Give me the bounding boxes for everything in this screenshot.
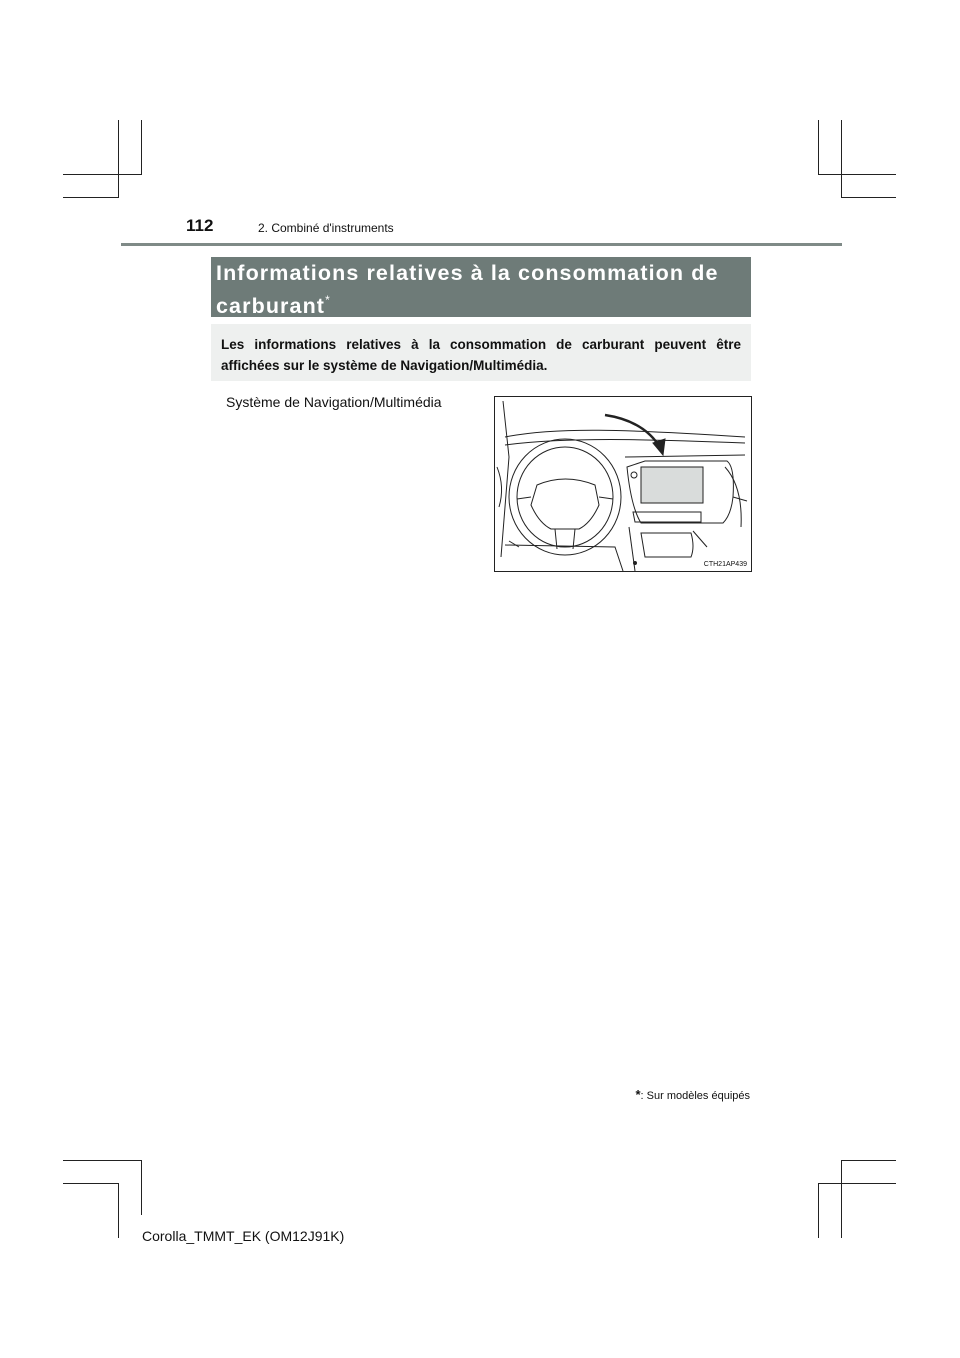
section-title-marker: * — [325, 293, 331, 307]
intro-box — [211, 324, 751, 381]
crop-mark — [818, 1183, 819, 1238]
console-outline — [505, 545, 623, 571]
footnote — [635, 1087, 750, 1102]
header-divider — [121, 243, 842, 246]
console-outline — [693, 531, 707, 547]
steering-wheel-inner — [517, 447, 613, 547]
steering-wheel-spoke — [517, 497, 531, 499]
pillar-outline — [497, 467, 502, 507]
crop-mark — [118, 120, 119, 198]
dashboard-drawing — [495, 397, 751, 571]
crop-mark — [818, 174, 896, 175]
crop-mark — [841, 197, 896, 198]
crop-mark — [841, 120, 842, 198]
section-title — [216, 260, 743, 320]
steering-wheel-hub — [531, 479, 599, 529]
steering-wheel-icon — [509, 439, 621, 555]
document-id: Corolla_TMMT_EK (OM12J91K) — [142, 1228, 345, 1244]
crop-mark — [141, 120, 142, 175]
footnote-marker: * — [635, 1087, 641, 1102]
crop-mark — [63, 197, 118, 198]
console-outline — [509, 541, 519, 547]
section-heading-bar — [211, 257, 751, 317]
figure-code: CTH21AP439 — [703, 561, 747, 568]
figure-caption: Système de Navigation/Multimédia — [226, 394, 442, 410]
crop-mark — [63, 1160, 141, 1161]
crop-mark — [118, 1183, 119, 1238]
console-button — [631, 472, 637, 478]
section-title-text: Informations relatives à la consommation de carburant — [216, 261, 719, 318]
chapter-title: 2. Combiné d'instruments — [258, 221, 394, 235]
dashboard-outline — [625, 455, 745, 457]
steering-wheel-spoke — [599, 497, 613, 499]
crop-mark — [141, 1160, 142, 1215]
crop-mark — [63, 174, 141, 175]
pillar-outline — [501, 401, 509, 557]
footnote-text: : Sur modèles équipés — [640, 1090, 750, 1102]
dashboard-outline — [505, 430, 745, 437]
crop-mark — [841, 1160, 842, 1238]
dashboard-illustration — [494, 396, 752, 572]
intro-text: Les informations relatives à la consommation de carburant peuvent être affichées sur le système de Navigation/Multimédia. — [221, 337, 741, 373]
console-outline — [641, 533, 693, 557]
crop-mark — [841, 1160, 896, 1161]
marker-dot — [634, 562, 637, 565]
navigation-screen — [641, 467, 703, 503]
crop-mark — [818, 120, 819, 175]
crop-mark — [63, 1183, 118, 1184]
crop-mark — [818, 1183, 896, 1184]
console-outline — [633, 512, 701, 522]
page-number: 112 — [186, 216, 214, 235]
